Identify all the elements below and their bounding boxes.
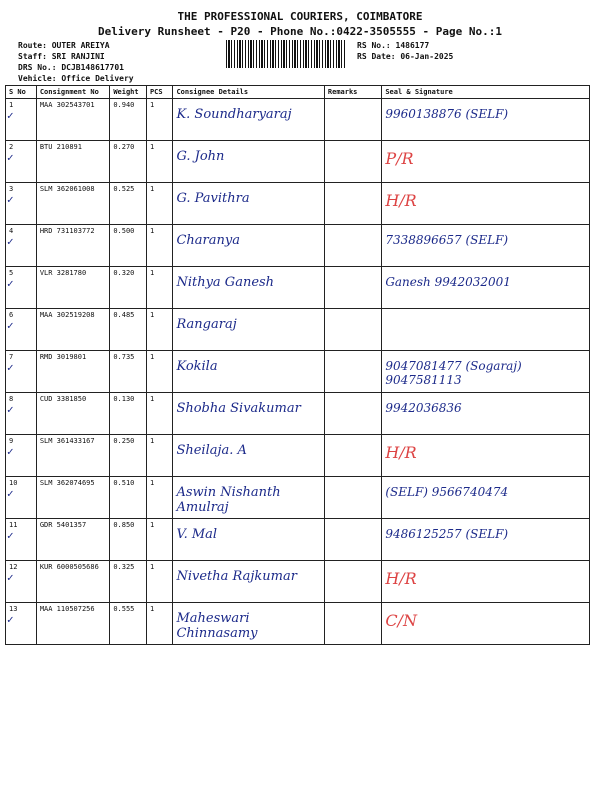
row-signature: 9047081477 (Sogaraj) 9047581113 — [385, 359, 522, 387]
row-pcs: 1 — [149, 479, 155, 487]
checkmark-icon: ✓ — [7, 193, 14, 206]
checkmark-icon: ✓ — [7, 277, 14, 290]
row-weight: 0.270 — [113, 143, 135, 151]
row-sno: 2 — [9, 143, 14, 151]
row-signature: 9960138876 (SELF) — [385, 107, 509, 121]
row-consignee-name: G. John — [176, 149, 225, 164]
row-pcs: 1 — [149, 353, 155, 361]
row-sno: 4 — [9, 227, 14, 235]
row-consignee-name: G. Pavithra — [176, 191, 250, 206]
table-row — [6, 183, 590, 225]
row-sno: 5 — [9, 269, 14, 277]
row-consignment: RMD 3019801 — [39, 353, 87, 361]
row-pcs: 1 — [149, 521, 155, 529]
row-sno: 1 — [9, 101, 14, 109]
row-pcs: 1 — [149, 437, 155, 445]
table-row — [6, 603, 590, 645]
row-consignment: CUD 3381850 — [39, 395, 87, 403]
row-consignee-name: K. Soundharyaraj — [176, 107, 292, 122]
row-consignment: MAA 110507256 — [39, 605, 95, 613]
col-pcs: PCS — [146, 86, 172, 99]
checkmark-icon: ✓ — [7, 151, 14, 164]
table-row — [6, 267, 590, 309]
table-row — [6, 309, 590, 351]
row-consignment: KUR 6000505686 — [39, 563, 99, 571]
row-consignee-name: Nithya Ganesh — [176, 275, 275, 290]
row-remarks — [324, 99, 381, 141]
row-sno: 6 — [9, 311, 14, 319]
runsheet-subtitle: Delivery Runsheet - P20 - Phone No.:0422-3505555 - Page No.:1 — [98, 25, 502, 38]
row-weight: 0.500 — [113, 227, 135, 235]
row-weight: 0.250 — [113, 437, 135, 445]
route-label: Route: OUTER AREIYA — [18, 41, 110, 50]
row-consignee-name: Kokila — [176, 359, 218, 374]
col-remarks: Remarks — [324, 86, 381, 99]
row-weight: 0.850 — [113, 521, 135, 529]
row-weight: 0.320 — [113, 269, 135, 277]
row-pcs: 1 — [149, 269, 155, 277]
row-sno: 13 — [9, 605, 18, 613]
row-sno: 10 — [9, 479, 18, 487]
row-signature: C/N — [385, 611, 417, 630]
row-signature: 9486125257 (SELF) — [385, 527, 509, 541]
col-consignee: Consignee Details — [173, 86, 324, 99]
row-weight: 0.525 — [113, 185, 135, 193]
row-remarks — [324, 477, 381, 519]
row-weight: 0.130 — [113, 395, 135, 403]
row-weight: 0.510 — [113, 479, 135, 487]
row-sno: 7 — [9, 353, 14, 361]
row-signature: H/R — [385, 569, 417, 588]
col-weight: Weight — [110, 86, 147, 99]
checkmark-icon: ✓ — [7, 445, 14, 458]
row-pcs: 1 — [149, 143, 155, 151]
row-sno: 3 — [9, 185, 14, 193]
row-remarks — [324, 309, 381, 351]
row-weight: 0.555 — [113, 605, 135, 613]
table-row — [6, 519, 590, 561]
row-consignee-name: Rangaraj — [176, 317, 237, 332]
table-row — [6, 393, 590, 435]
row-pcs: 1 — [149, 101, 155, 109]
row-signature: H/R — [385, 191, 417, 210]
row-pcs: 1 — [149, 395, 155, 403]
row-remarks — [324, 435, 381, 477]
row-signature: Ganesh 9942032001 — [385, 275, 511, 289]
row-consignment: HRD 731103772 — [39, 227, 95, 235]
row-remarks — [324, 267, 381, 309]
drs-label: DRS No.: DCJB148617701 — [18, 63, 124, 72]
staff-label: Staff: SRI RANJINI — [18, 52, 105, 61]
row-consignment: BTU 210891 — [39, 143, 82, 151]
row-weight: 0.485 — [113, 311, 135, 319]
row-signature: H/R — [385, 443, 417, 462]
checkmark-icon: ✓ — [7, 613, 14, 626]
row-signature: 9942036836 — [385, 401, 462, 415]
row-consignment: MAA 302519208 — [39, 311, 95, 319]
row-signature: (SELF) 9566740474 — [385, 485, 509, 499]
row-signature: P/R — [385, 149, 414, 168]
row-weight: 0.325 — [113, 563, 135, 571]
row-signature: 7338896657 (SELF) — [385, 233, 509, 247]
row-pcs: 1 — [149, 185, 155, 193]
row-remarks — [324, 141, 381, 183]
rs-number: RS No.: 1486177 — [357, 41, 430, 50]
checkmark-icon: ✓ — [7, 319, 14, 332]
row-consignee-name: Maheswari Chinnasamy — [176, 611, 258, 641]
row-remarks — [324, 183, 381, 225]
row-consignment: MAA 302543701 — [39, 101, 95, 109]
checkmark-icon: ✓ — [7, 109, 14, 122]
table-row — [6, 561, 590, 603]
row-consignment: SLM 361433167 — [39, 437, 95, 445]
row-pcs: 1 — [149, 311, 155, 319]
table-header-row — [6, 86, 590, 99]
row-sno: 11 — [9, 521, 18, 529]
row-consignment: SLM 362061008 — [39, 185, 95, 193]
row-remarks — [324, 519, 381, 561]
checkmark-icon: ✓ — [7, 403, 14, 416]
table-row — [6, 141, 590, 183]
vehicle-label: Vehicle: Office Delivery — [18, 74, 134, 83]
row-remarks — [324, 351, 381, 393]
checkmark-icon: ✓ — [7, 361, 14, 374]
row-consignment: GDR 5401357 — [39, 521, 87, 529]
row-consignee-name: Charanya — [176, 233, 240, 248]
row-remarks — [324, 561, 381, 603]
company-title: THE PROFESSIONAL COURIERS, COIMBATORE — [177, 10, 423, 23]
row-sno: 9 — [9, 437, 14, 445]
row-pcs: 1 — [149, 605, 155, 613]
row-consignee-name: Nivetha Rajkumar — [176, 569, 297, 584]
row-weight: 0.940 — [113, 101, 135, 109]
checkmark-icon: ✓ — [7, 571, 14, 584]
runsheet-table — [5, 85, 590, 645]
table-row — [6, 351, 590, 393]
row-consignee-name: V. Mal — [176, 527, 218, 542]
col-sno: S No — [6, 86, 37, 99]
row-consignee-name: Aswin Nishanth Amulraj — [176, 485, 281, 515]
col-consignment: Consignment No — [36, 86, 109, 99]
row-consignment: VLR 3281780 — [39, 269, 87, 277]
checkmark-icon: ✓ — [7, 235, 14, 248]
checkmark-icon: ✓ — [7, 529, 14, 542]
barcode-image — [226, 40, 346, 68]
row-sno: 12 — [9, 563, 18, 571]
row-sno: 8 — [9, 395, 14, 403]
table-row — [6, 99, 590, 141]
row-remarks — [324, 225, 381, 267]
col-signature: Seal & Signature — [382, 86, 590, 99]
row-pcs: 1 — [149, 563, 155, 571]
row-weight: 0.735 — [113, 353, 135, 361]
rs-date: RS Date: 06-Jan-2025 — [357, 52, 454, 61]
row-consignee-name: Sheilaja. A — [176, 443, 247, 458]
row-remarks — [324, 603, 381, 645]
table-row — [6, 435, 590, 477]
table-row — [6, 225, 590, 267]
row-consignee-name: Shobha Sivakumar — [176, 401, 301, 416]
row-pcs: 1 — [149, 227, 155, 235]
table-row — [6, 477, 590, 519]
row-consignment: SLM 362074695 — [39, 479, 95, 487]
checkmark-icon: ✓ — [7, 487, 14, 500]
row-remarks — [324, 393, 381, 435]
